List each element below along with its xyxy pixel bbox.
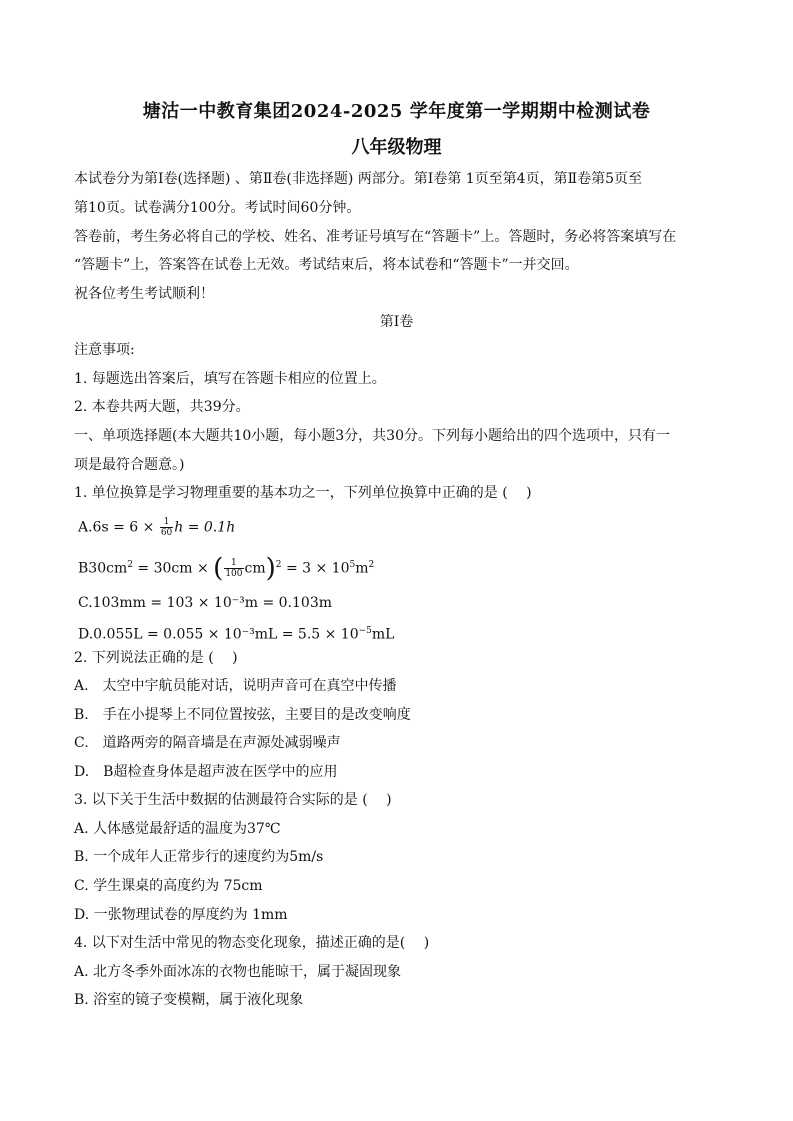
q1-b-open-paren: ( xyxy=(213,553,224,584)
q1-b-prefix: B30cm xyxy=(78,560,128,577)
exam-title: 塘沽一中教育集团2024-2025 学年度第一学期期中检测试卷 xyxy=(142,101,651,122)
note-2: 2. 本卷共两大题，共39分。 xyxy=(74,399,250,415)
q3-option-c: C. 学生课桌的高度约为 75cm xyxy=(74,878,263,894)
q3-option-b: B. 一个成年人正常步行的速度约为5m/s xyxy=(74,849,324,865)
volume-label: 第Ⅰ卷 xyxy=(379,314,414,330)
q1-b-close-paren: ) xyxy=(265,553,276,584)
q2-option-a: A. 太空中宇航员能对话，说明声音可在真空中传播 xyxy=(74,678,397,694)
note-1: 1. 每题选出答案后，填写在答题卡相应的位置上。 xyxy=(74,371,386,387)
q1-option-d xyxy=(78,622,394,644)
q2-option-b: B. 手在小提琴上不同位置按弦，主要目的是改变响度 xyxy=(74,707,411,723)
q1-b-frac-den: 100 xyxy=(225,569,243,580)
q1-a-frac-den: 60 xyxy=(160,528,173,538)
q1-b-mid: = 30cm × xyxy=(132,560,209,577)
intro-line-1: 本试卷分为第Ⅰ卷(选择题) 、第Ⅱ卷(非选择题) 两部分。第Ⅰ卷第 1页至第4页，第Ⅱ卷第5页至 xyxy=(74,171,643,187)
q1-b-sup-3: 5 xyxy=(349,560,356,570)
q1-d-end: mL xyxy=(371,626,395,643)
intro-line-5: 祝各位考生考试顺利！ xyxy=(74,286,214,302)
q1-stem: 1. 单位换算是学习物理重要的基本功之一，下列单位换算中正确的是 ( ) xyxy=(74,485,532,501)
q1-b-sup-4: 2 xyxy=(368,560,375,570)
part1-instructions-line-2: 项是最符合题意。) xyxy=(74,457,185,473)
q1-option-b xyxy=(78,553,375,584)
q4-option-a: A. 北方冬季外面冰冻的衣物也能晾干，属于凝固现象 xyxy=(74,964,402,980)
q4-option-b: B. 浴室的镜子变模糊，属于液化现象 xyxy=(74,992,304,1008)
q1-a-prefix: A.6s = 6 × xyxy=(78,519,155,536)
intro-line-4: “答题卡”上，答案答在试卷上无效。考试结束后，将本试卷和“答题卡”一并交回。 xyxy=(74,257,579,273)
q1-b-frac-num: 1 xyxy=(224,558,243,569)
q3-stem: 3. 以下关于生活中数据的估测最符合实际的是 ( ) xyxy=(74,792,392,808)
q1-a-frac-num: 1 xyxy=(160,517,173,528)
q1-b-sup-2: 2 xyxy=(275,560,282,570)
q2-option-c: C. 道路两旁的隔音墙是在声源处减弱噪声 xyxy=(74,735,341,751)
q1-b-end: m xyxy=(355,560,369,577)
q1-b-eq: = 3 × 10 xyxy=(281,560,350,577)
q1-option-c: C.103mm = 103 × 10⁻³m = 0.103m xyxy=(78,595,332,611)
q1-d-sup: −5 xyxy=(358,626,372,636)
q1-option-a xyxy=(78,517,235,538)
q1-a-fraction xyxy=(160,517,173,538)
notes-title: 注意事项: xyxy=(74,342,135,358)
q3-option-d: D. 一张物理试卷的厚度约为 1mm xyxy=(74,907,288,923)
q3-option-a: A. 人体感觉最舒适的温度为37℃ xyxy=(74,821,281,837)
intro-line-3: 答卷前，考生务必将自己的学校、姓名、准考证号填写在“答题卡”上。答题时，务必将答案填写在 xyxy=(74,229,677,245)
q2-stem: 2. 下列说法正确的是 ( ) xyxy=(74,650,238,666)
q1-b-sup-1: 2 xyxy=(127,560,133,570)
q1-b-unit: cm xyxy=(244,560,266,577)
exam-subtitle: 八年级物理 xyxy=(351,137,442,158)
q1-a-suffix: h = 0.1h xyxy=(174,519,236,536)
q2-option-d: D. B超检查身体是超声波在医学中的应用 xyxy=(74,764,338,780)
q1-d-prefix: D.0.055L = 0.055 × 10⁻³mL = 5.5 × 10 xyxy=(78,626,359,643)
part1-instructions-line-1: 一、单项选择题(本大题共10小题，每小题3分，共30分。下列每小题给出的四个选项中，只有一 xyxy=(74,428,670,444)
q4-stem: 4. 以下对生活中常见的物态变化现象，描述正确的是( ) xyxy=(74,935,430,951)
q1-b-fraction xyxy=(224,558,243,579)
intro-line-2: 第10页。试卷满分100分。考试时间60分钟。 xyxy=(74,200,361,216)
